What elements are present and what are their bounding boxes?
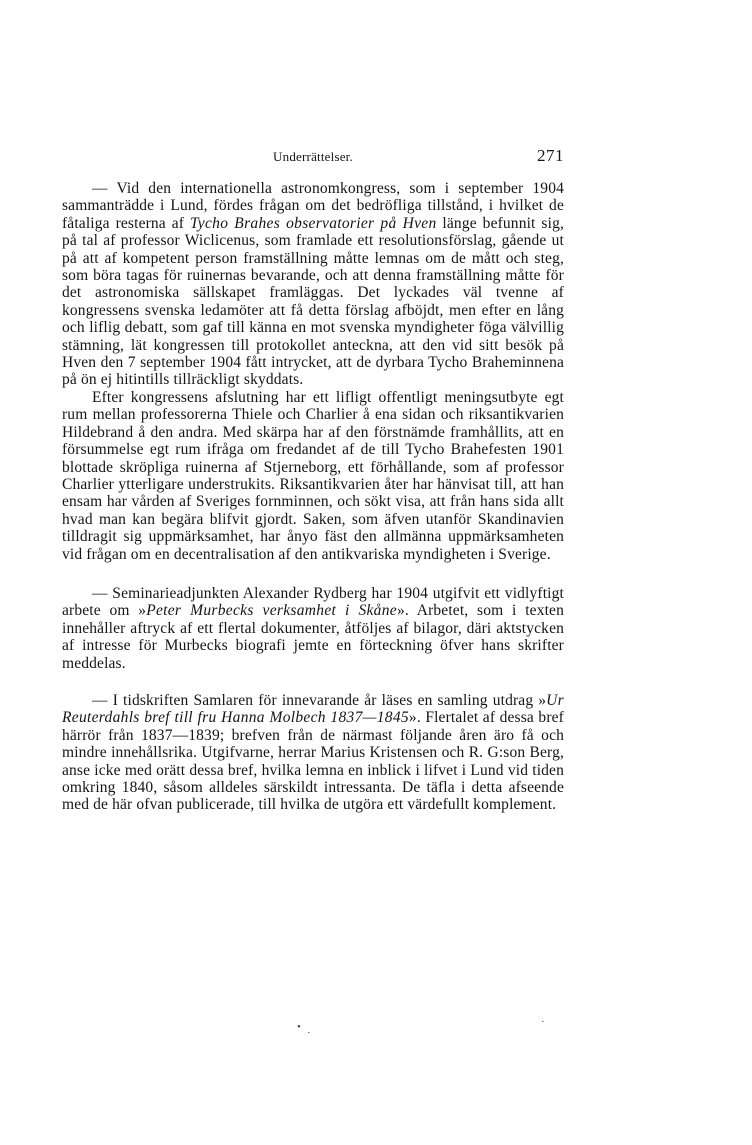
paragraph-text: — I tidskriften Samlaren för innevarande år läses en samling utdrag » xyxy=(92,691,547,709)
body-text xyxy=(62,180,564,814)
paragraph-samlaren-letters xyxy=(62,692,564,814)
italic-title: Tycho Brahes observatorier på Hven xyxy=(190,214,437,232)
italic-title: Peter Murbecks verksamhet i Skåne xyxy=(146,602,397,620)
paragraph-text: ». Arbetet, som i texten innehåller aftryck af ett flertal dokumenter, åtföljes af bilagor, däri aktstycken af intresse för Murbecks biografi jemte en förteckning öfver hans skrifter meddelas. xyxy=(62,602,564,672)
paragraph-text: länge befunnit sig, på tal af professor Wiclicenus, som framlade ett resolutionsförslag, gående ut på att af kompetent person framställning måtte lemnas om de mått och steg, som böra tagas för ruinernas bevarande, och att denna framställning måtte för det astronomiska sällskapet framläggas. Det lyckades väl tvenne af kongressens svenska ledamöter att få detta förslag afböjdt, men efter en lång och liflig debatt, som gaf till känna en mot svenska myndigheter föga välvillig stämning, lät kongressen till protokollet anteckna, att den vid sitt besök på Hven den 7 september 1904 fått intrycket, att de dyrbara Tycho Braheminnena på ön ej hitintills tillräckligt skyddats. xyxy=(62,214,564,389)
section-title: Underrättelser. xyxy=(273,149,353,164)
print-speck: · xyxy=(541,1016,545,1028)
running-header xyxy=(62,146,564,170)
paragraph-text: ». Flertalet af dessa bref härrör från 1837—1839; brefven från de närmast följande åren äro få och mindre innehållsrika. Utgifvarne, herrar Marius Kristensen och R. G:son Berg, anse icke med orätt dessa bref, hvilka lemna en inblick i lifvet i Lund vid tiden omkring 1840, såsom alldeles särskildt intressanta. De täfla i detta afseende med de här ofvan publicerade, till hvilka de utgöra ett värdefullt komplement. xyxy=(62,709,564,814)
paragraph-text: — Seminarieadjunkten Alexander Rydberg har 1904 utgifvit ett vidlyftigt arbete om » xyxy=(62,584,564,620)
paragraph-astronomy-congress xyxy=(62,180,564,389)
page-number: 271 xyxy=(537,146,564,165)
print-speck: • xyxy=(297,1021,301,1033)
paragraph-text: — Vid den internationella astronomkongress, som i september 1904 sammanträdde i Lund, fördes frågan om det bedröfliga tillstånd, i hvilket de fåtaliga resterna af xyxy=(62,180,564,232)
paragraph-rydberg-work xyxy=(62,585,564,672)
italic-title: Ur Reuterdahls bref till fru Hanna Molbech 1837—1845 xyxy=(62,691,564,727)
paragraph-public-debate: Efter kongressens afslutning har ett lifligt offentligt meningsutbyte egt rum mellan professorerna Thiele och Charlier å ena sidan och riksantikvarien Hildebrand å den andra. Med skärpa har af den förstnämde framhållits, att en försummelse egt rum ifråga om fredandet af de till Tycho Brahefesten 1901 blottade skröpliga ruinerna af Stjerneborg, ett förhållande, som af professor Charlier ytterligare understrukits. Riksantikvarien åter har hänvisat till, att han ensam har vården af Sveriges fornminnen, och sökt visa, att från hans sida allt hvad man kan begära blifvit gjordt. Saken, som äfven utanför Skandinavien tilldragit sig uppmärksamhet, har ånyo fäst den allmänna uppmärksamheten vid frågan om en decentralisation af den antikvariska myndigheten i Sverige. xyxy=(62,388,564,563)
print-speck: · xyxy=(307,1027,311,1039)
